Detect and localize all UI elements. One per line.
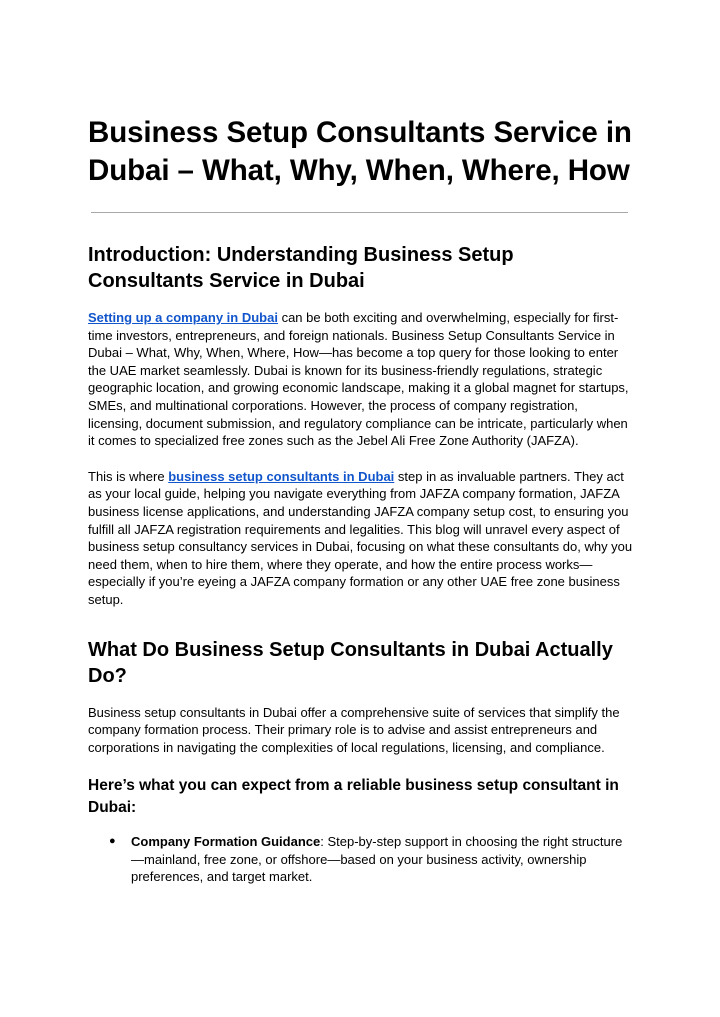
expect-subheading: Here’s what you can expect from a reliable business setup consultant in Dubai: — [88, 777, 619, 817]
page-title: Business Setup Consultants Service in Dubai – What, Why, When, Where, How — [88, 116, 632, 187]
intro-paragraph-1-text: can be both exciting and overwhelming, especially for first-time investors, entrepreneurs, and foreign nationals. Business Setup Consultants Service in Dubai – What, Why, When, Where, How—has become a top query for those looking to enter the UAE market seamlessly. Dubai is known for its business-friendly regulations, strategic geographic location, and growing economic landscape, making it a global magnet for startups, SMEs, and multinational corporations. However, the process of company registration, licensing, document submission, and regulatory compliance can be intricate, particularly when it comes to specialized free zones such as the Jebel Ali Free Zone Authority (JAFZA). — [88, 310, 629, 449]
services-list — [88, 833, 633, 886]
list-item-title: Company Formation Guidance — [131, 834, 321, 850]
what-heading: What Do Business Setup Consultants in Dubai Actually Do? — [88, 638, 613, 687]
list-item — [88, 833, 633, 886]
bullet-icon: ● — [109, 835, 116, 848]
intro-paragraph-2 — [88, 468, 633, 609]
setting-up-company-link[interactable]: Setting up a company in Dubai — [88, 310, 278, 325]
intro-paragraph-1 — [88, 309, 633, 450]
business-setup-consultants-link[interactable]: business setup consultants in Dubai — [168, 468, 395, 484]
intro-heading: Introduction: Understanding Business Setup Consultants Service in Dubai — [88, 244, 514, 292]
list-item-text: : Step-by-step support in choosing the right structure—mainland, free zone, or offshore—based on your business activity, ownership preferences, and target market. — [131, 834, 623, 885]
intro-paragraph-2-lead: This is where — [88, 468, 169, 484]
document-body — [88, 114, 633, 886]
what-paragraph: Business setup consultants in Dubai offer a comprehensive suite of services that simplify the company formation process. Their primary role is to advise and assist entrepreneurs and corporations in navigating the complexities of local regulations, licensing, and compliance. — [88, 704, 620, 755]
horizontal-divider — [91, 212, 628, 213]
intro-paragraph-2-text: step in as invaluable partners. They act as your local guide, helping you navigate everything from JAFZA company formation, JAFZA business license applications, and understanding JAFZA company setup cost, to ensuring you fulfill all JAFZA registration requirements and legalities. This blog will unravel every aspect of business setup consultancy services in Dubai, focusing on what these consultants do, why you need them, when to hire them, where they operate, and how the entire process works—especially if you’re eyeing a JAFZA company formation or any other UAE free zone business setup. — [88, 468, 633, 607]
